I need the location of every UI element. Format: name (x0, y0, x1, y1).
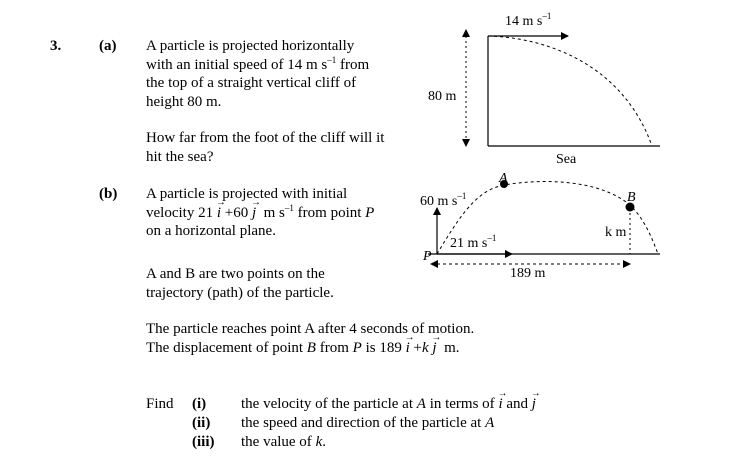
find-item-1-num: (i) (192, 396, 207, 412)
vector-i: → i (217, 205, 221, 221)
part-b-points-line-2: trajectory (path) of the particle. (146, 284, 334, 301)
part-a-line-4: height 80 m. (146, 93, 222, 110)
part-b-points-line-1: A and B are two points on the (146, 266, 325, 282)
part-a-question-line-2: hit the sea? (146, 148, 214, 165)
find-label: Find (146, 396, 174, 412)
find-item-2-text: the speed and direction of the particle at A (241, 415, 495, 431)
label-k-m: k m (605, 225, 627, 240)
speed-60-label: 60 m $s^{-1}$ (420, 191, 467, 209)
label-189: 189 m (510, 266, 546, 281)
part-a-question-line-1: How far from the foot of the cliff will it (146, 130, 385, 146)
part-a-label: (a) (99, 38, 117, 54)
find-item-3-text: the value of k. (241, 434, 326, 450)
part-a-line-2: with an initial speed of 14 m $s^{-1}$ from (146, 54, 370, 73)
find-item-2-num: (ii) (192, 415, 211, 431)
question-number: 3. (50, 38, 62, 54)
part-b-line-1: A particle is projected with initial (146, 186, 348, 202)
vector-j: → j (252, 205, 256, 221)
sea-label: Sea (556, 152, 577, 167)
cliff-diagram (428, 11, 660, 167)
find-item-3-num: (iii) (192, 434, 215, 450)
part-a-line-1: A particle is projected horizontally (146, 38, 355, 54)
part-b-line-2: velocity 21 → i +60 → j m $s^{-1}$ from point P (146, 204, 374, 223)
height-80-label: 80 m (428, 89, 457, 104)
label-p: P (423, 249, 432, 264)
find-item-1-text: the velocity of the particle at A in terms of → i and → j (241, 395, 536, 413)
speed-21-label: 21 m $s^{-1}$ (450, 233, 497, 251)
reach-line: The particle reaches point A after 4 seconds of motion. (146, 321, 475, 337)
part-b-line-3: on a horizontal plane. (146, 223, 276, 239)
part-b-label: (b) (99, 186, 118, 202)
label-a: A (499, 171, 508, 186)
projectile-diagram (420, 171, 660, 281)
label-b: B (627, 190, 636, 205)
part-a-line-3: the top of a straight vertical cliff of (146, 75, 357, 91)
speed-14-label: 14 m $s^{-1}$ (505, 11, 552, 29)
trajectory-a (488, 36, 652, 146)
displacement-line: The displacement of point B from P is 189 → i +k → j m. (146, 339, 474, 358)
